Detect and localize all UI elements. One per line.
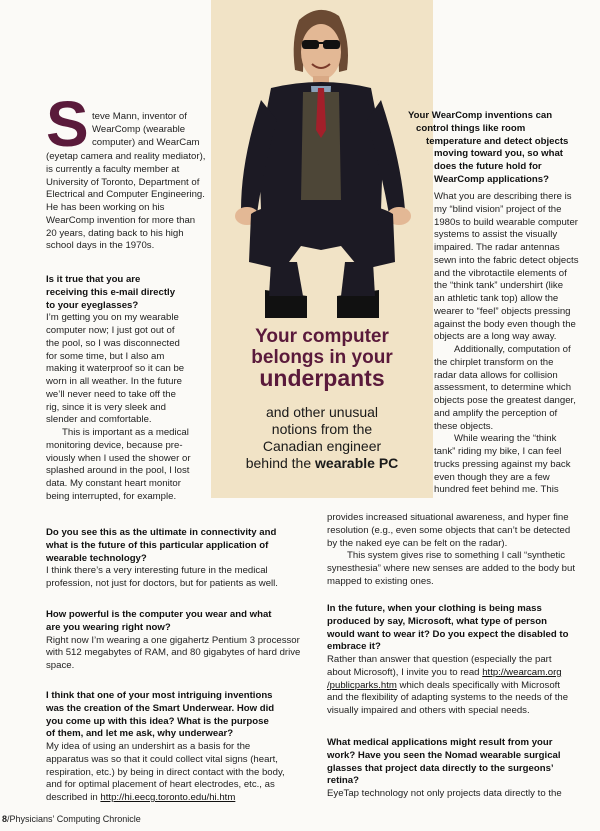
text-line: wearer to “feel” objects pressing xyxy=(434,305,571,317)
text-line: does the future hold for xyxy=(434,161,542,172)
text-line: moving toward you, so what xyxy=(434,148,563,160)
text-line: respiration, etc.) by being in direct contact with the body, xyxy=(46,766,285,778)
text-line: Do you see this as the ultimate in connectivity and xyxy=(46,527,277,538)
intro-paragraph xyxy=(46,151,211,253)
text-line: monitoring device, because pre- xyxy=(46,439,183,451)
text-line: trucks pressing against my back xyxy=(434,458,571,470)
text-line: are you wearing right now? xyxy=(46,621,171,633)
text-span: about Microsoft), I invite you to read xyxy=(327,666,483,678)
text-line: retina? xyxy=(327,775,359,787)
text-line: and amplify the perception of xyxy=(434,407,558,419)
text-line: assessment, to determine which xyxy=(434,382,572,394)
text-line: and the flexibility of adapting systems to the needs of the xyxy=(327,692,569,704)
text-line: slender and comfortable. xyxy=(46,414,152,426)
text-line: How powerful is the computer you wear and what xyxy=(46,609,272,620)
question xyxy=(46,274,212,312)
text-line: being interrupted, for example. xyxy=(46,490,177,502)
drop-cap: S xyxy=(46,88,89,160)
panel-sub-line: and other unusual xyxy=(265,404,379,420)
text-line: would want to wear it? Do you expect the disabled to xyxy=(327,628,569,640)
text-line: 1980s to build wearable computer xyxy=(434,216,578,228)
answer-paragraph xyxy=(46,312,212,427)
qa3-block xyxy=(46,609,316,673)
panel-sub-line: notions from the xyxy=(271,421,373,437)
text-line: University of Toronto, Department of xyxy=(46,176,200,188)
text-line: WearComp (wearable xyxy=(92,123,186,135)
text-line: for some time, but I also am xyxy=(46,350,165,362)
answer-paragraph xyxy=(46,565,316,591)
text-line: synesthesia” where new senses are added to the body but xyxy=(327,563,575,574)
text-line: This is important as a medical xyxy=(62,427,189,438)
text-line: radar data allows for collision xyxy=(434,369,558,381)
text-line: splashed around in the pool, I lost xyxy=(46,465,190,477)
panel-sub-bold: wearable PC xyxy=(315,455,399,471)
text-line: I think that one of your most intriguing inventions xyxy=(46,690,273,701)
text-line: teve Mann, inventor of xyxy=(92,111,187,122)
panel-sub-line: Canadian engineer xyxy=(262,438,382,454)
wearcam-link-cont[interactable]: /publicparks.htm xyxy=(327,679,397,691)
text-line: control things like room xyxy=(416,122,526,134)
text-line: and the vibrotactile elements of xyxy=(434,267,567,279)
text-line: Additionally, computation of xyxy=(454,344,571,355)
wearcam-link[interactable]: http://wearcam.org xyxy=(482,666,562,678)
text-line: resolution (e.g., even some objects that can’t be detected xyxy=(327,524,571,536)
text-line: What medical applications might result from your xyxy=(327,737,553,748)
text-line: school days in the 1970s. xyxy=(46,240,155,252)
text-line: EyeTap technology not only projects data directly to the xyxy=(327,788,562,799)
text-line: an athletic tank top) allow the xyxy=(434,293,559,304)
text-line: He has been working on his xyxy=(46,202,165,213)
text-line: computer now; I just got out of xyxy=(46,325,175,336)
qa5-question xyxy=(408,110,590,187)
text-line: what is the future of this particular application of xyxy=(46,539,269,551)
text-line: worn in all weather. In the future xyxy=(46,376,182,387)
text-line: temperature and detect objects xyxy=(426,135,569,147)
text-line: by the naked eye can be felt on the radar). xyxy=(327,537,508,549)
text-line: (eyetap camera and reality mediator), xyxy=(46,151,206,162)
text-line: receiving this e-mail directly xyxy=(46,286,176,298)
answer-paragraph xyxy=(46,427,212,504)
panel-headline xyxy=(211,326,433,389)
question xyxy=(46,690,316,741)
publication-name: Physicians’ Computing Chronicle xyxy=(9,814,141,824)
text-line: provides increased situational awareness, and hyper fine xyxy=(327,512,569,523)
text-line: these objects. xyxy=(434,420,494,432)
text-line: objects pose the greatest danger, xyxy=(434,395,576,406)
text-line: we’ll never need to take off the xyxy=(46,388,176,400)
text-line: 20 years, dating back to his high xyxy=(46,227,184,239)
article-photo-panel xyxy=(211,0,433,498)
question xyxy=(46,609,316,635)
text-line: glasses that project data directly to the surgeons’ xyxy=(327,762,554,774)
hi-eecg-link[interactable]: http://hi.eecg.toronto.edu/hi.htm xyxy=(100,792,236,803)
text-line: objects are a long way away. xyxy=(434,331,557,343)
answer-paragraph xyxy=(46,741,316,805)
text-line: WearComp invention for more than xyxy=(46,214,196,226)
text-line: to your eyeglasses? xyxy=(46,299,139,311)
panel-sub-prefix: behind the xyxy=(245,455,316,471)
text-span: described in xyxy=(46,792,101,803)
text-line: of them, and let me ask, why underwear? xyxy=(46,728,234,740)
intro-paragraph-top xyxy=(92,111,210,149)
answer-paragraph xyxy=(327,788,592,801)
qa2-block xyxy=(46,527,316,591)
text-line: This system gives rise to something I call “synthetic xyxy=(347,550,566,562)
text-line: space. xyxy=(46,660,75,671)
question xyxy=(327,737,592,788)
text-line: sewn into the fabric detect objects xyxy=(434,254,579,266)
text-line: apparatus was so that it could collect vital signs (heart, xyxy=(46,753,278,765)
page-footer xyxy=(2,814,141,826)
panel-sub-line xyxy=(211,455,433,472)
text-line: In the future, when your clothing is being mass xyxy=(327,603,542,614)
text-line: even though they are a few xyxy=(434,471,550,483)
panel-headline-line: belongs in your xyxy=(251,347,393,368)
text-line: computer) and WearCam xyxy=(92,136,200,148)
text-line: wearable technology? xyxy=(46,552,147,564)
text-line: Rather than answer that question (especially the part xyxy=(327,654,552,665)
text-line: profession, not just for doctors, but for patients as well. xyxy=(46,578,278,589)
text-line: was the creation of the Smart Underwear. How did xyxy=(46,702,275,714)
text-line: with 512 megabytes of RAM, and 80 gigabytes of hard drive xyxy=(46,647,301,659)
text-line: and for optimal placement of heart electrodes, etc., as xyxy=(46,779,275,791)
text-line: Is it true that you are xyxy=(46,274,141,285)
text-line: you come up with this idea? What is the purpose xyxy=(46,715,269,727)
text-line xyxy=(46,792,316,805)
text-line xyxy=(327,680,592,693)
text-line: systems to assist the visually xyxy=(434,229,558,241)
qa5-answer xyxy=(434,191,590,497)
qa5-answer-wide xyxy=(327,512,592,589)
text-line: produced by say, Microsoft, what type of person xyxy=(327,615,547,627)
text-line xyxy=(327,667,592,680)
qa1-block xyxy=(46,274,212,504)
text-line: Electrical and Computer Engineering. xyxy=(46,189,205,201)
text-line: data. My constant heart monitor xyxy=(46,478,181,489)
text-line: Your WearComp inventions can xyxy=(408,110,553,121)
text-line: impaired. The radar antennas xyxy=(434,242,560,253)
question xyxy=(46,527,316,565)
text-line: While wearing the “think xyxy=(454,433,557,445)
qa6-block xyxy=(327,603,592,718)
text-line: My idea of using an undershirt as a basis for the xyxy=(46,741,251,752)
answer-paragraph xyxy=(46,635,316,673)
text-line: my “blind vision” project of the xyxy=(434,203,562,215)
text-line: making it waterproof so it can be xyxy=(46,363,185,375)
text-line: the chirplet transform on the xyxy=(434,356,554,368)
panel-subheadline xyxy=(211,404,433,472)
text-line: hundred feet behind me. This xyxy=(434,484,559,496)
text-line: WearComp applications? xyxy=(434,173,549,185)
text-line: the pool, so I was disconnected xyxy=(46,337,180,349)
text-line: viously when I used the shower or xyxy=(46,452,191,464)
text-line: visually impaired and others with special needs. xyxy=(327,705,530,716)
text-line: I think there’s a very interesting future in the medical xyxy=(46,565,268,577)
photo-of-steve-mann xyxy=(211,0,433,330)
panel-headline-line: Your computer xyxy=(255,326,389,347)
qa7-block xyxy=(327,737,592,801)
footer-separator: / xyxy=(7,814,10,824)
text-line: rig, since it is very sleek and xyxy=(46,401,166,413)
text-line: Right now I’m wearing a one gigahertz Pentium 3 processor xyxy=(46,634,300,646)
page-number: 8 xyxy=(2,814,8,824)
question xyxy=(408,110,590,187)
qa4-block xyxy=(46,690,316,805)
text-line: tank” riding my bike, I can feel xyxy=(434,446,562,457)
text-line: is currently a faculty member at xyxy=(46,163,180,175)
text-line: work? Have you seen the Nomad wearable surgical xyxy=(327,749,561,761)
question xyxy=(327,603,592,654)
text-line: mapped to existing ones. xyxy=(327,575,434,587)
text-line: against the body even though the xyxy=(434,318,576,330)
text-line: the “think tank” undershirt (like xyxy=(434,280,564,292)
panel-headline-line: underpants xyxy=(259,365,385,391)
text-line: What you are describing there is xyxy=(434,191,572,202)
text-line: I’m getting you on my wearable xyxy=(46,312,179,324)
text-span: which deals specifically with Microsoft xyxy=(396,679,561,691)
text-line: embrace it? xyxy=(327,641,381,653)
answer-paragraph xyxy=(327,654,592,718)
